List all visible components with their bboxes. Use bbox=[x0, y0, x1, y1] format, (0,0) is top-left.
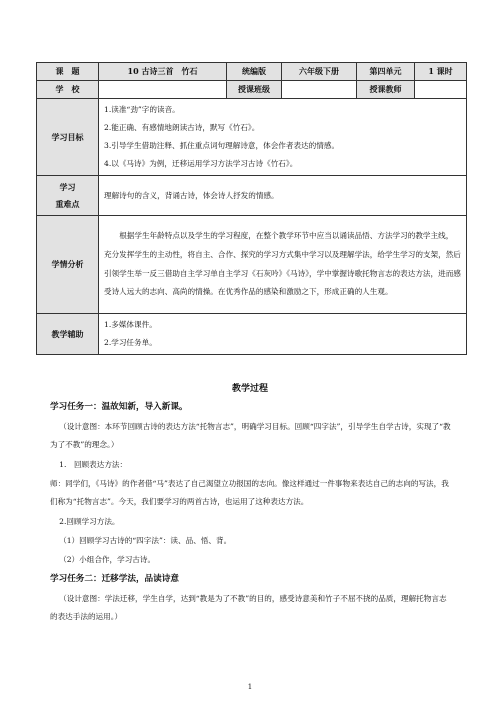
task2-title: 学习任务二：迁移学法，品读诗意 bbox=[50, 574, 179, 584]
key-points-label-line2: 重难点 bbox=[55, 198, 80, 209]
task2-design: （设计意图：学法迁移，学生自学，达到“教是为了不教”的目的，感受诗意美和竹子不屈不挠的品质，理解托物言志的表达手法的运用。） bbox=[50, 594, 447, 621]
teacher-value bbox=[415, 81, 467, 99]
step1-text: 师：同学们，《马诗》的作者借“马”表达了自己渴望立功报国的志向。像这样通过一件事物来表达自己的志向的写法，我们称为“托物言志”。今天，我们要学习的两首古诗，也运用了这种表达方法。 bbox=[50, 479, 449, 506]
lesson-title: 10 古诗三首 竹石 bbox=[99, 63, 227, 81]
task1-design: （设计意图：本环节回顾古诗的表达方法“托物言志”，明确学习目标。回顾“四字法”，引导学生自学古诗，实现了“教为了不教”的理念。） bbox=[50, 422, 451, 449]
key-points-row bbox=[37, 176, 467, 216]
class-label: 授课班级 bbox=[227, 81, 282, 99]
header-row bbox=[37, 63, 467, 81]
analysis-text: 根据学生年龄特点以及学生的学习程度，在整个教学环节中应当以诵读品悟、方法学习的教学主线， 充分发挥学生的主动性，将自主、合作、探究的学习方式集中学习以及理解学法，给学生学习的支架，然后引领学生举一反三借助自主学习单自主学习《石灰吟》《马诗》，学中掌握诗歌托物言志的表达方法，进而感受诗人远大的志向、高尚的情操。在优秀作品的感染和激励之下，形成正确的人生观。 bbox=[104, 231, 461, 297]
key-points-text: 理解诗句的含义，背诵古诗，体会诗人抒发的情感。 bbox=[99, 176, 467, 216]
aid-item: 2.学习任务单。 bbox=[104, 338, 157, 347]
step2-a: （1）回顾学习古诗的“四字法”：读、品、悟、背。 bbox=[59, 536, 232, 545]
aid-item: 1.多媒体课件。 bbox=[104, 320, 157, 329]
aids-content bbox=[99, 314, 467, 355]
key-points-label-line1: 学习 bbox=[59, 181, 76, 192]
process-title: 教学过程 bbox=[231, 384, 268, 394]
lesson-info-table bbox=[36, 62, 467, 355]
analysis-content bbox=[99, 216, 467, 314]
objectives-content bbox=[99, 99, 467, 176]
objective-item: 2.能正确、有感情地朗读古诗，默写《竹石》。 bbox=[104, 123, 260, 132]
step2-heading: 2.回顾学习方法。 bbox=[59, 517, 120, 526]
objective-item: 3.引导学生借助注释、抓住重点词句理解诗意，体会作者表达的情感。 bbox=[104, 141, 340, 150]
task1-title: 学习任务一：温故知新，导入新课。 bbox=[50, 402, 188, 412]
analysis-label: 学情分析 bbox=[37, 216, 99, 314]
objectives-row bbox=[37, 99, 467, 176]
hours: 1 课时 bbox=[415, 63, 467, 81]
step2-b: （2）小组合作，学习古诗。 bbox=[59, 555, 156, 564]
teacher-label: 授课教师 bbox=[357, 81, 415, 99]
grade: 六年级下册 bbox=[282, 63, 357, 81]
objective-item: 4.以《马诗》为例，迁移运用学习方法学习古诗《竹石》。 bbox=[104, 159, 298, 168]
class-value bbox=[282, 81, 357, 99]
unit: 第四单元 bbox=[357, 63, 415, 81]
school-value bbox=[99, 81, 227, 99]
aids-label: 教学辅助 bbox=[37, 314, 99, 355]
aids-row bbox=[37, 314, 467, 355]
step1-heading: 1. 回顾表达方法： bbox=[59, 460, 128, 469]
page-number: 1 bbox=[247, 683, 253, 691]
edition: 统编版 bbox=[227, 63, 282, 81]
lesson-label: 课 题 bbox=[37, 63, 99, 81]
objectives-label: 学习目标 bbox=[37, 99, 99, 176]
objective-item: 1.读准“劲”字的读音。 bbox=[104, 105, 180, 114]
analysis-row bbox=[37, 216, 467, 314]
school-row bbox=[37, 81, 467, 99]
key-points-label bbox=[37, 176, 99, 216]
school-label: 学 校 bbox=[37, 81, 99, 99]
